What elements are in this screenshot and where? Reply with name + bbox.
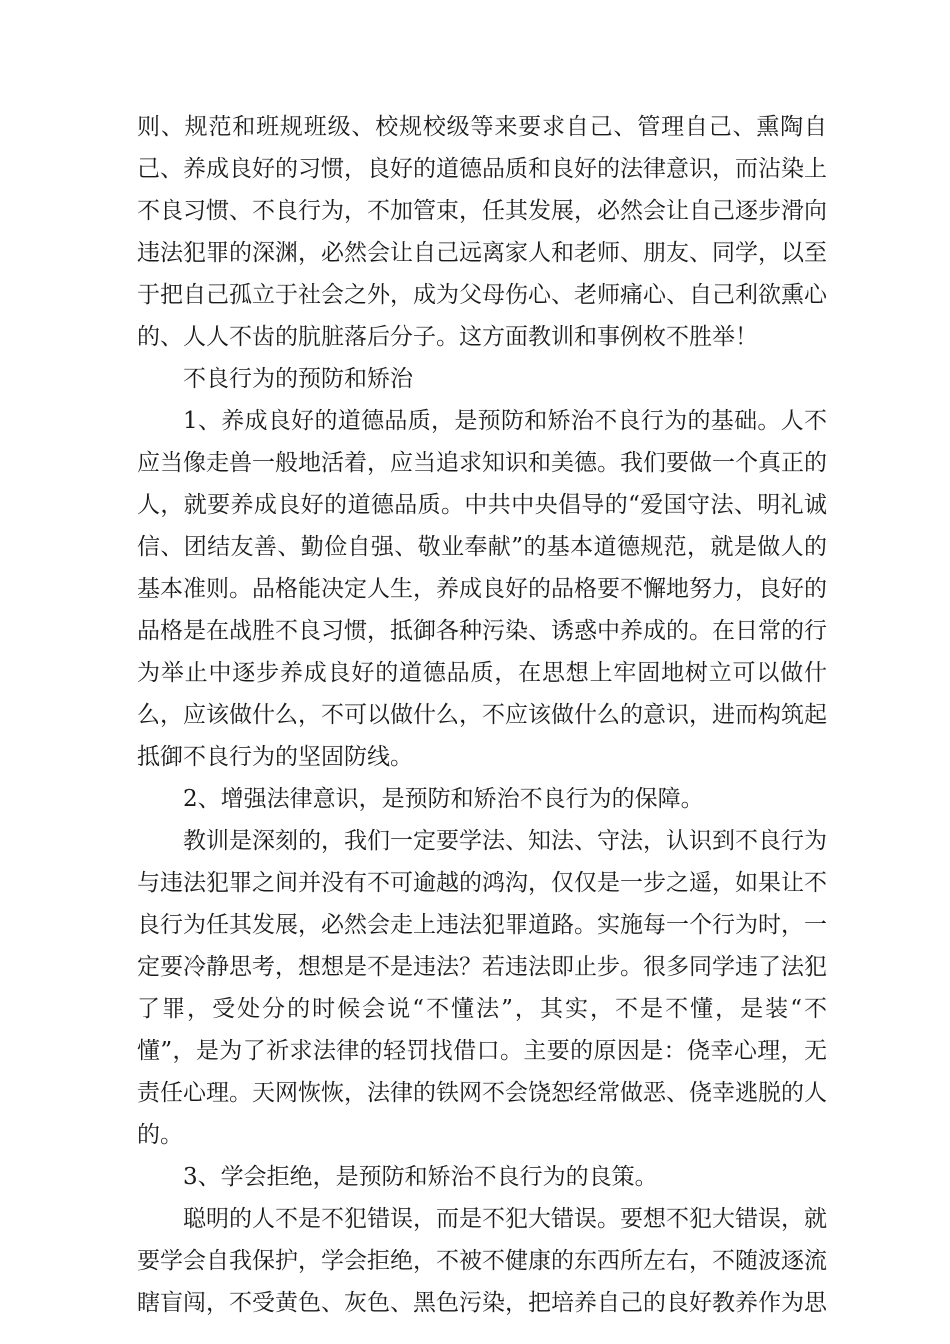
- paragraph-point-2-body: 教训是深刻的，我们一定要学法、知法、守法，认识到不良行为与违法犯罪之间并没有不可逾越的鸿沟，仅仅是一步之遥，如果让不良行为任其发展，必然会走上违法犯罪道路。实施每一个行为时，一定要冷静思考，想想是不是违法？若违法即止步。很多同学违了法犯了罪，受处分的时候会说“不懂法”，其实，不是不懂，是装“不懂”，是为了祈求法律的轻罚找借口。主要的原因是：侥幸心理，无责任心理。天网恢恢，法律的铁网不会饶恕经常做恶、侥幸逃脱的人的。: [137, 828, 827, 1148]
- paragraph-point-2-heading: 2、增强法律意识，是预防和矫治不良行为的保障。: [183, 786, 704, 812]
- section-heading: 不良行为的预防和矫治: [183, 366, 413, 392]
- paragraph-point-3-heading: 3、学会拒绝，是预防和矫治不良行为的良策。: [183, 1164, 658, 1190]
- paragraph-continuation: 则、规范和班规班级、校规校级等来要求自己、管理自己、熏陶自己、养成良好的习惯，良好的道德品质和良好的法律意识，而沾染上不良习惯、不良行为，不加管束，任其发展，必然会让自己逐步滑向违法犯罪的深渊，必然会让自己远离家人和老师、朋友、同学，以至于把自己孤立于社会之外，成为父母伤心、老师痛心、自己利欲熏心的、人人不齿的肮脏落后分子。这方面教训和事例枚不胜举！: [137, 114, 827, 350]
- body-text: [137, 106, 827, 1324]
- paragraph-point-3-body: 聪明的人不是不犯错误，而是不犯大错误。要想不犯大错误，就要学会自我保护，学会拒绝，不被不健康的东西所左右，不随波逐流瞎盲闯，不受黄色、灰色、黑色污染，把培养自己的良好教养作为思: [137, 1206, 827, 1316]
- paragraph-point-1: 1、养成良好的道德品质，是预防和矫治不良行为的基础。人不应当像走兽一般地活着，应当追求知识和美德。我们要做一个真正的人，就要养成良好的道德品质。中共中央倡导的“爱国守法、明礼诚信、团结友善、勤俭自强、敬业奉献”的基本道德规范，就是做人的基本准则。品格能决定人生，养成良好的品格要不懈地努力，良好的品格是在战胜不良习惯，抵御各种污染、诱惑中养成的。在日常的行为举止中逐步养成良好的道德品质，在思想上牢固地树立可以做什么，应该做什么，不可以做什么，不应该做什么的意识，进而构筑起抵御不良行为的坚固防线。: [137, 408, 827, 770]
